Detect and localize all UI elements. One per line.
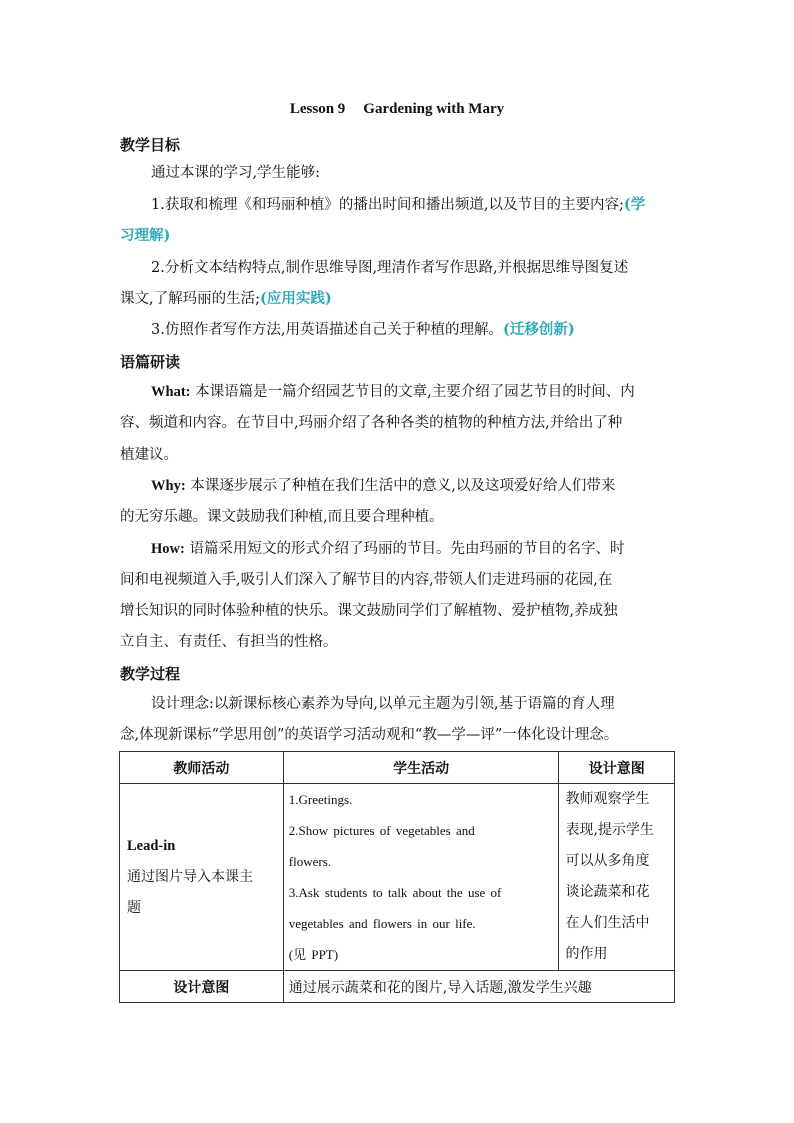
how-label: How: bbox=[151, 541, 185, 557]
goal-item-3-text: 3.仿照作者写作方法,用英语描述自己关于种植的理解。 bbox=[151, 322, 503, 338]
what-label: What: bbox=[151, 384, 191, 400]
section-heading-goals: 教学目标 bbox=[120, 136, 181, 154]
goal-item-3-tag: (迁移创新) bbox=[502, 321, 575, 338]
analysis-what-line-2: 容、频道和内容。在节目中,玛丽介绍了各种各类的植物的种植方法,并给出了种 bbox=[120, 415, 623, 431]
what-text: 本课语篇是一篇介绍园艺节目的文章,主要介绍了园艺节目的时间、内 bbox=[195, 384, 635, 400]
header-design-intent: 设计意图 bbox=[559, 752, 675, 784]
student-activity-line: 3.Ask students to talk about the use of bbox=[288, 885, 502, 900]
lesson-title bbox=[0, 101, 794, 118]
analysis-why bbox=[151, 476, 675, 496]
design-intent-line: 在人们生活中 bbox=[565, 915, 650, 931]
analysis-what-line-3: 植建议。 bbox=[120, 447, 178, 463]
analysis-how-line-4: 立自主、有责任、有担当的性格。 bbox=[120, 634, 338, 650]
design-intent-cell bbox=[559, 784, 675, 971]
teacher-activity-text: 通过图片导入本课主 bbox=[127, 868, 253, 885]
analysis-how bbox=[151, 539, 675, 559]
teacher-activity-text-cont: 题 bbox=[127, 899, 141, 916]
student-activity-cell bbox=[283, 784, 559, 971]
lesson-plan-table bbox=[119, 751, 675, 1003]
section-heading-analysis: 语篇研读 bbox=[120, 353, 181, 371]
goal-item-2-text: 课文,了解玛丽的生活; bbox=[120, 291, 260, 307]
why-text: 本课逐步展示了种植在我们生活中的意义,以及这项爱好给人们带来 bbox=[190, 478, 616, 494]
section-heading-process: 教学过程 bbox=[120, 665, 181, 683]
student-activity-line: 1.Greetings. bbox=[288, 792, 353, 807]
footer-text: 通过展示蔬菜和花的图片,导入话题,激发学生兴趣 bbox=[283, 971, 674, 1003]
goal-item-2-tag: (应用实践) bbox=[260, 290, 332, 307]
table-header-row bbox=[120, 752, 675, 784]
design-intent-line: 的作用 bbox=[565, 946, 608, 962]
why-label: Why: bbox=[151, 478, 186, 494]
goal-item-1-text: 1.获取和梳理《和玛丽种植》的播出时间和播出频道,以及节目的主要内容; bbox=[151, 197, 624, 213]
teacher-activity-cell bbox=[120, 784, 284, 971]
design-intent-line: 谈论蔬菜和花 bbox=[565, 884, 650, 900]
lesson-topic: Gardening with Mary bbox=[363, 101, 505, 117]
student-activity-line: (见 PPT) bbox=[288, 947, 339, 962]
goal-item-2-cont bbox=[120, 289, 675, 309]
design-concept-line-2: 念,体现新课标“学思用创”的英语学习活动观和“教—学—评”一体化设计理念。 bbox=[120, 727, 619, 743]
analysis-how-line-2: 间和电视频道入手,吸引人们深入了解节目的内容,带领人们走进玛丽的花园,在 bbox=[120, 572, 613, 588]
design-intent-line: 可以从多角度 bbox=[565, 853, 650, 869]
goals-intro: 通过本课的学习,学生能够: bbox=[151, 165, 320, 181]
goal-item-2: 2.分析文本结构特点,制作思维导图,理清作者写作思路,并根据思维导图复述 bbox=[151, 260, 629, 276]
student-activity-line: vegetables and flowers in our life. bbox=[288, 916, 476, 931]
table-footer-row bbox=[120, 971, 675, 1003]
footer-label: 设计意图 bbox=[120, 971, 284, 1003]
goal-item-1 bbox=[151, 195, 675, 215]
design-intent-line: 表现,提示学生 bbox=[565, 822, 654, 838]
analysis-what bbox=[151, 382, 675, 402]
goal-item-1-tag: (学 bbox=[623, 196, 646, 213]
student-activity-line: 2.Show pictures of vegetables and bbox=[288, 823, 475, 838]
header-student-activity: 学生活动 bbox=[283, 752, 559, 784]
design-concept: 设计理念:以新课标核心素养为导向,以单元主题为引领,基于语篇的育人理 bbox=[151, 696, 615, 712]
header-teacher-activity: 教师活动 bbox=[120, 752, 284, 784]
goal-item-3 bbox=[151, 320, 675, 340]
analysis-how-line-3: 增长知识的同时体验种植的快乐。课文鼓励同学们了解植物、爱护植物,养成独 bbox=[120, 603, 618, 619]
lesson-number: Lesson 9 bbox=[289, 101, 346, 117]
how-text: 语篇采用短文的形式介绍了玛丽的节目。先由玛丽的节目的名字、时 bbox=[189, 541, 625, 557]
table-row bbox=[120, 784, 675, 971]
design-intent-line: 教师观察学生 bbox=[565, 791, 650, 807]
goal-item-1-tag-cont: 习理解) bbox=[120, 227, 171, 244]
lead-in-label: Lead-in bbox=[127, 837, 176, 854]
student-activity-line: flowers. bbox=[288, 854, 332, 869]
analysis-why-line-2: 的无穷乐趣。课文鼓励我们种植,而且要合理种植。 bbox=[120, 509, 444, 525]
goal-item-1-cont bbox=[120, 226, 675, 246]
